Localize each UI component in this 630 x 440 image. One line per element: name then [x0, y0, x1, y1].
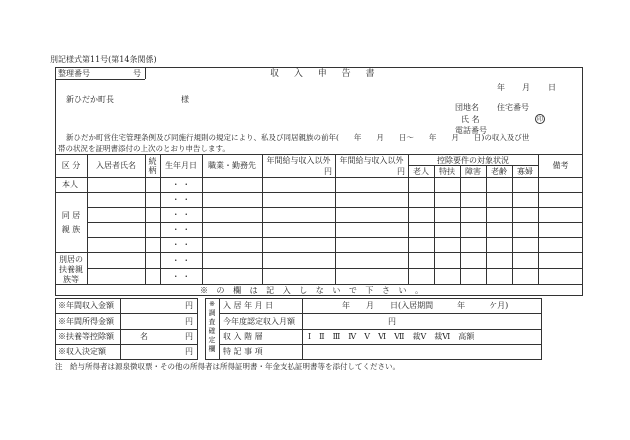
- survey-vertical-3: 査: [208, 318, 216, 326]
- dependent-deduction-yen: 円: [185, 332, 193, 341]
- footnote: 注 給与所得者は源泉徴収票・その他の所得者は所得証明書・年金支払証明書等を添付してください。: [55, 362, 400, 371]
- header-other-income: 年間給与収入以外: [339, 156, 404, 165]
- number-suffix: 号: [133, 69, 141, 78]
- header-widow: 寡婦: [517, 167, 533, 176]
- row-self-label: 本人: [62, 180, 78, 189]
- income-tier-options: Ⅰ Ⅱ Ⅲ Ⅳ Ⅴ Ⅵ Ⅶ 裁Ⅴ 裁Ⅵ 高額: [308, 332, 475, 341]
- header-resident-name: 入居者氏名: [96, 161, 136, 170]
- survey-vertical-2: 調: [208, 309, 216, 317]
- birth-date-dots: ・ ・: [171, 195, 191, 204]
- estate-label: 団地名: [455, 103, 479, 112]
- header-deduction-status: 控除要件の対象状況: [437, 156, 509, 165]
- cohabiting-label-2: 親 族: [61, 225, 81, 234]
- office-use-notice: ※ の 欄 は 記 入 し な い で 下 さ い 。: [200, 286, 427, 295]
- certified-income-label: 今年度認定収入月額: [223, 317, 295, 326]
- header-occupation: 職業・勤務先: [208, 161, 256, 170]
- addressee-honorific: 様: [181, 95, 189, 104]
- addressee-name: 新ひだか町長: [66, 95, 114, 104]
- dependent-count-unit: 名: [140, 332, 148, 341]
- certified-income-yen: 円: [388, 317, 396, 326]
- annual-earnings-label: ※年間所得金額: [58, 317, 114, 326]
- annual-earnings-yen: 円: [185, 317, 193, 326]
- separate-label-3: 族等: [63, 275, 79, 284]
- application-frame: [55, 67, 583, 296]
- annual-income-label: ※年間収入金額: [58, 301, 114, 310]
- birth-date-dots: ・ ・: [171, 210, 191, 219]
- determined-income-yen: 円: [185, 347, 193, 356]
- phone-label: 電話番号: [455, 126, 487, 135]
- other-yen: 円: [397, 167, 405, 176]
- date-day: 日: [548, 83, 556, 92]
- special-notes-label: 特 記 事 項: [223, 347, 263, 356]
- cohabiting-label-1: 同 居: [61, 211, 81, 220]
- survey-vertical-5: 定: [208, 336, 216, 344]
- declaration-line-2: 帯の状況を証明書添付の上次のとおり申告します。: [58, 144, 230, 153]
- number-divider: [145, 67, 146, 79]
- separate-label-2: 扶養親: [59, 265, 83, 274]
- salary-yen: 円: [324, 167, 332, 176]
- birth-date-dots: ・ ・: [171, 240, 191, 249]
- header-birth-date: 生年月日: [165, 161, 197, 170]
- separate-label-1: 別居の: [59, 255, 83, 264]
- birth-date-dots: ・ ・: [171, 225, 191, 234]
- header-remarks: 備考: [552, 161, 569, 170]
- survey-vertical-1: ※: [209, 300, 215, 308]
- move-in-date-label: 入 居 年 月 日: [223, 301, 274, 310]
- form-title: 収 入 申 告 書: [270, 69, 381, 79]
- move-in-date-value: 年 月 日(入居期間 年 ケ月): [342, 301, 509, 310]
- unit-label: 住宅番号: [497, 103, 529, 112]
- annual-income-yen: 円: [185, 301, 193, 310]
- dependent-deduction-label: ※扶養等控除額: [58, 332, 114, 341]
- birth-date-dots: ・ ・: [171, 272, 191, 281]
- number-underline: [55, 79, 145, 80]
- number-label: 整理番号: [58, 69, 90, 78]
- header-relation: 続柄: [148, 157, 157, 175]
- header-salary-income: 年間給与収入以外: [266, 156, 331, 165]
- date-year: 年: [497, 83, 505, 92]
- date-month: 月: [522, 83, 530, 92]
- applicant-name-label: 氏 名: [461, 115, 480, 124]
- header-senior: 老齢: [491, 167, 507, 176]
- survey-vertical-6: 欄: [208, 345, 216, 353]
- survey-vertical-4: 確: [208, 327, 216, 335]
- header-category: 区 分: [61, 161, 81, 170]
- header-special-dependent: 特扶: [439, 167, 455, 176]
- birth-date-dots: ・ ・: [171, 180, 191, 189]
- form-reference: 別記様式第11号(第14条関係): [50, 55, 157, 64]
- income-tier-label: 収 入 階 層: [223, 332, 263, 341]
- birth-date-dots: ・ ・: [171, 256, 191, 265]
- header-disability: 障害: [465, 167, 481, 176]
- header-elderly: 老人: [413, 167, 429, 176]
- declaration-line-1: 新ひだか町営住宅管理条例及び同施行規則の規定により、私及び同居親族の前年( 年 月 日〜 年 月 日)の収入及び世: [66, 133, 530, 142]
- seal-mark: 印: [536, 116, 543, 123]
- determined-income-label: ※収入決定額: [58, 347, 106, 356]
